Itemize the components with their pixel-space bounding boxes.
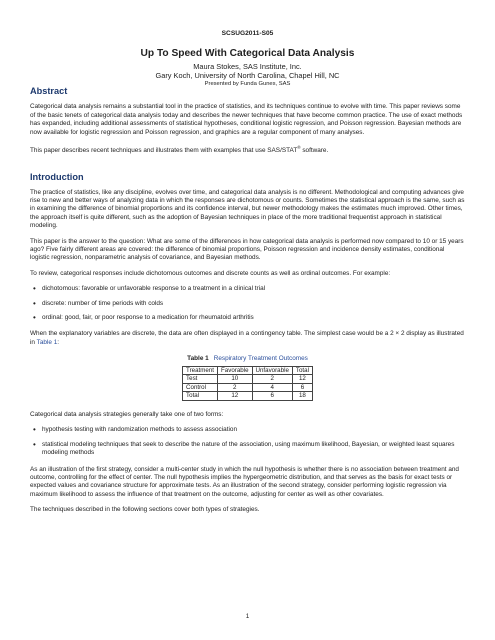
table-cell: 6 xyxy=(292,383,312,392)
table-cell: Total xyxy=(183,392,218,401)
table-cell: 6 xyxy=(252,392,292,401)
table-cell: Test xyxy=(183,375,218,384)
list-item: • discrete: number of time periods with colds xyxy=(42,300,465,308)
header-favorable: Favorable xyxy=(218,366,253,375)
example-list xyxy=(30,285,465,322)
table-caption xyxy=(187,355,308,363)
intro-paragraph-4 xyxy=(30,330,465,347)
table-cell: 4 xyxy=(252,383,292,392)
table-header-row xyxy=(183,366,313,375)
table-cell: 2 xyxy=(252,375,292,384)
list-item: • statistical modeling techniques that seek to describe the nature of the association, using maximum likelihood, Bayesian, or weighted least squares modeling methods xyxy=(42,441,465,458)
header-unfavorable: Unfavorable xyxy=(252,366,292,375)
abstract-paragraph-2 xyxy=(30,144,465,156)
table-1-link[interactable]: Table 1 xyxy=(36,338,58,346)
list-item: • dichotomous: favorable or unfavorable response to a treatment in a clinical trial xyxy=(42,285,465,293)
introduction-heading: Introduction xyxy=(30,171,84,182)
table-cell: 2 xyxy=(218,383,253,392)
table-cell: 12 xyxy=(218,392,253,401)
table-cell: 10 xyxy=(218,375,253,384)
presenter-line: Presented by Funda Gunes, SAS xyxy=(204,81,291,88)
respiratory-table xyxy=(182,366,313,401)
table-1 xyxy=(30,355,465,401)
header-treatment: Treatment xyxy=(183,366,218,375)
registered-mark: ® xyxy=(297,145,301,151)
table-cell: 12 xyxy=(292,375,312,384)
table-row xyxy=(183,375,313,384)
table-cell: 18 xyxy=(292,392,312,401)
abstract-heading: Abstract xyxy=(30,86,68,97)
strategy-list xyxy=(30,426,465,457)
paper-id: SCSUG2011-S05 xyxy=(221,30,274,37)
intro-p4-end: : xyxy=(57,338,60,346)
intro-paragraph-5: Categorical data analysis strategies generally take one of two forms: xyxy=(30,411,224,419)
table-row xyxy=(183,392,313,401)
list-item: • hypothesis testing with randomization methods to assess association xyxy=(42,426,465,434)
table-title: Respiratory Treatment Outcomes xyxy=(213,355,308,363)
abstract-paragraph-1: Categorical data analysis remains a substantial tool in the practice of statistics, and its techniques continue to evolve with time. This paper reviews some of the basic tenets of categorical data analysis today and describes the newer techniques that have become common practice. The use of exact methods has expanded, including additional assessments of statistical hypotheses, conditional logistic regression, and Poisson regression. Bayesian methods are now available for logistic regression and Poisson regression, and graphics are a regular component of many analyses. xyxy=(30,103,463,136)
header-total: Total xyxy=(292,366,312,375)
author-2: Gary Koch, University of North Carolina, Chapel Hill, NC xyxy=(155,71,340,81)
intro-paragraph-1: The practice of statistics, like any discipline, evolves over time, and categorical data analysis is no different. Methodological and computing advances give rise to new and better ways of analyzing data in which the responses are dichotomous or counts. Sometimes the statistical approach is the same, such as in examining the difference of binomial proportions and its confidence interval, but newer methodology makes the estimates much improved. Other times, the approach itself is quite different, such as the adoption of Bayesian techniques in place of the more traditional frequentist approach in statistical modeling. xyxy=(30,188,465,230)
list-item: • ordinal: good, fair, or poor response to a medication for rheumatoid arthritis xyxy=(42,314,465,322)
intro-paragraph-6: As an illustration of the first strategy, consider a multi-center study in which the null hypothesis is whether there is no association between treatment and outcome, controlling for the effect of center. The null hypothesis implies the hypergeometric distribution, and that serves as the basis for exact tests or expected values and covariance structure for approximate tests. As an illustration of the second strategy, consider performing logistic regression via maximum likelihood to assess the influence of that treatment on the outcome, adjusting for center as well as other covariates. xyxy=(30,465,459,498)
paper-title: Up To Speed With Categorical Data Analysis xyxy=(140,48,355,60)
intro-paragraph-3: To review, categorical responses include dichotomous outcomes and discrete counts as well as ordinal outcomes. For example: xyxy=(30,269,391,277)
page-number: 1 xyxy=(245,613,250,620)
abstract-p2-start: This paper describes recent techniques and illustrates them with examples that use SAS/STAT xyxy=(30,147,298,155)
intro-paragraph-7: The techniques described in the following sections cover both types of strategies. xyxy=(30,506,260,514)
abstract-p2-end: software. xyxy=(300,147,329,155)
author-1: Maura Stokes, SAS Institute, Inc. xyxy=(193,62,302,72)
intro-p4-start: When the explanatory variables are discrete, the data are often displayed in a contingency table. The simplest case would be a 2 × 2 display as illustrated in xyxy=(30,330,464,346)
table-row xyxy=(183,383,313,392)
table-label: Table 1 xyxy=(187,355,209,363)
intro-paragraph-2: This paper is the answer to the question: What are some of the differences in how categorical data analysis is performed now compared to 10 or 15 years ago? Five fairly different areas are covered: the difference of binomial proportions, Poisson regression and incidence density estimates, conditional logistic regression, nonparametric analysis of covariance, and Bayesian methods. xyxy=(30,237,464,262)
table-cell: Control xyxy=(183,383,218,392)
